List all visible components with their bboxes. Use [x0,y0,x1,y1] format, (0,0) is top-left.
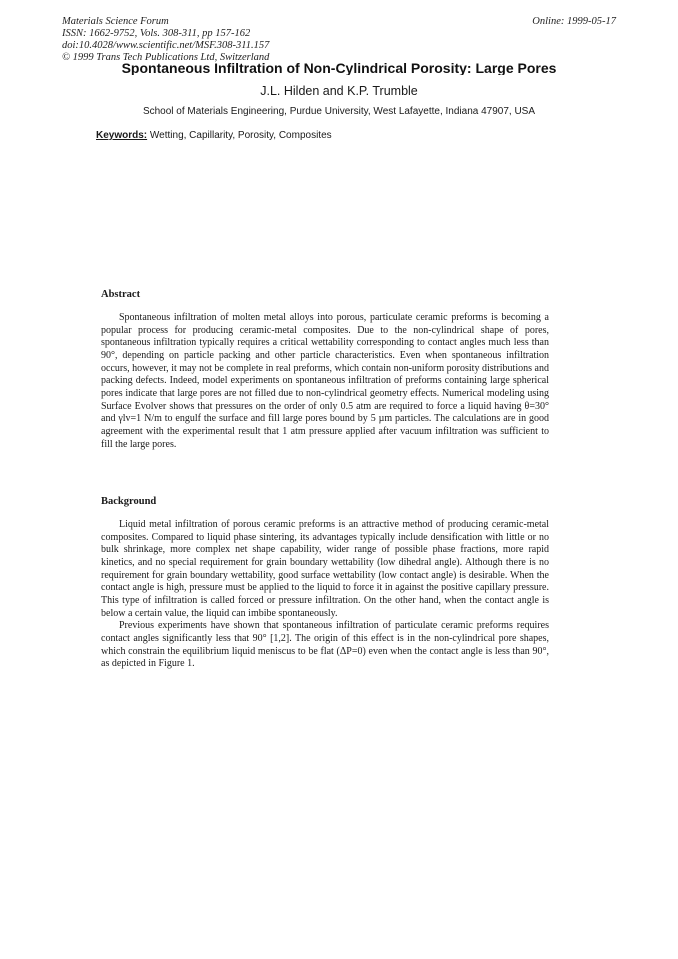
background-body [101,519,549,671]
abstract-text: Spontaneous infiltration of molten metal alloys into porous, particulate ceramic preforms is becoming a popular process for producing ceramic-metal composites. Due to the non-cylindrical shape of pores, spontaneous infiltration typically requires a critical wettability corresponding to contact angles much less than 90°, depending on particle packing and other particle characteristics. Even when spontaneous infiltration occurs, however, it may not be complete in real preforms, which contain non-uniform porosity distributions and packing defects. Indeed, model experiments on spontaneous infiltration of preforms containing large spherical pores indicate that large pores are not filled due to non-cylindrical geometry effects. Numerical modeling using Surface Evolver shows that pressures on the order of only 0.5 atm are required to force a liquid having θ=30° and γlv=1 N/m to engulf the surface and fill large pores bound by 5 µm particles. The calculations are in good agreement with the experimental result that 1 atm pressure applied after vacuum infiltration was sufficient to fill the large pores. [101,312,549,450]
doi-line: doi:10.4028/www.scientific.net/MSF.308-311.157 [62,40,270,51]
abstract-heading: Abstract [101,289,141,300]
background-paragraph-1: Liquid metal infiltration of porous ceramic preforms is an attractive method of producing ceramic-metal composites. Compared to liquid phase sintering, its advantages typically include densification with little or no bulk shrinkage, more complex net shape capability, wider range of possible phase fractions, more rapid kinetics, and no special requirement for grain boundary wettability (low dihedral angle). Although there is no requirement for grain boundary wettability, good surface wettability (low contact angle) is desirable. When the contact angle is high, pressure must be applied to the liquid to force it in against the positive capillary pressure. This type of infiltration is called forced or pressure infiltration. On the other hand, when the contact angle is below a certain value, the liquid can imbibe spontaneously. [101,519,549,619]
journal-name: Materials Science Forum [62,16,169,27]
paper-title: Spontaneous Infiltration of Non-Cylindrical Porosity: Large Pores [121,60,557,75]
background-paragraph-2: Previous experiments have shown that spontaneous infiltration of particulate ceramic preforms requires contact angles significantly less that 90° [1,2]. The origin of this effect is in the non-cylindrical pore shapes, which constrain the equilibrium liquid meniscus to be flat (ΔP=0) even when the contact angle is less than 90°, as depicted in Figure 1. [101,620,549,670]
copyright-line: © 1999 Trans Tech Publications Ltd, Switzerland [62,52,270,63]
issn-line: ISSN: 1662-9752, Vols. 308-311, pp 157-162 [62,28,251,39]
keywords [96,130,332,141]
background-heading: Background [101,496,157,507]
keywords-text: Wetting, Capillarity, Porosity, Composites [149,130,332,141]
abstract-body [101,312,549,451]
citation-header [62,16,422,64]
authors: J.L. Hilden and K.P. Trumble [260,84,418,98]
affiliation: School of Materials Engineering, Purdue University, West Lafayette, Indiana 47907, USA [142,106,536,117]
keywords-label: Keywords: [96,130,148,141]
online-date: Online: 1999-05-17 [532,16,616,27]
